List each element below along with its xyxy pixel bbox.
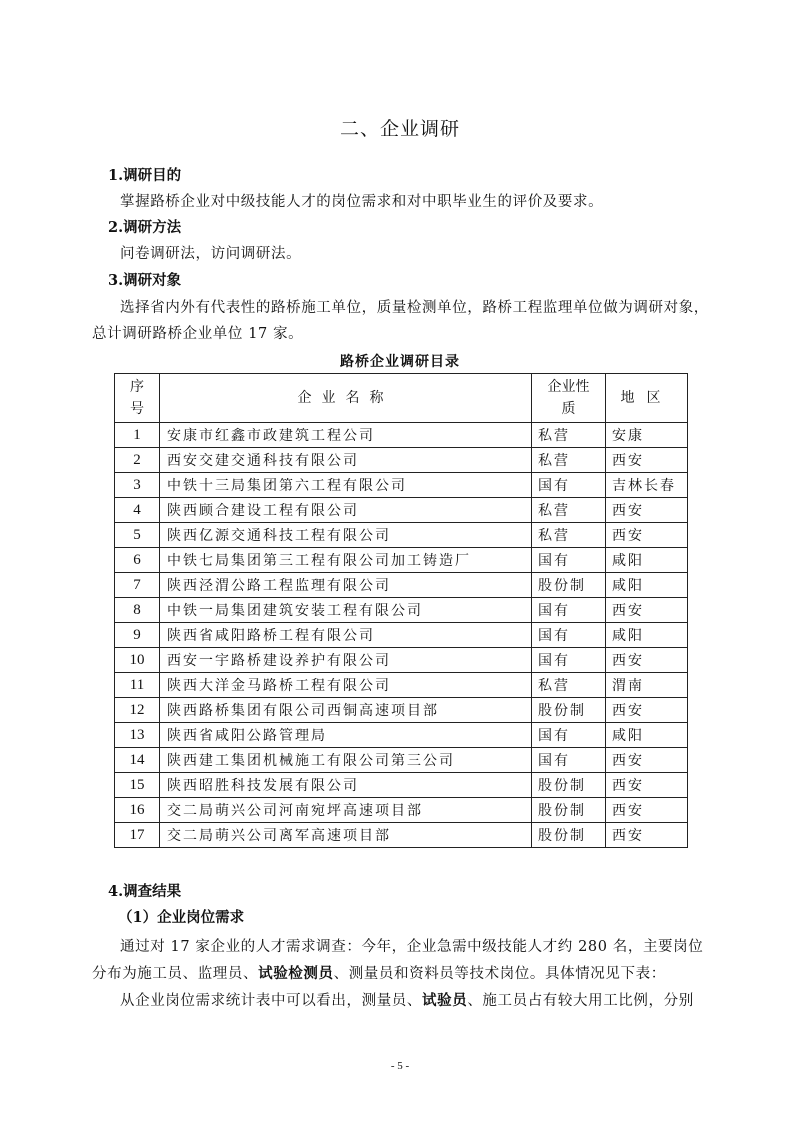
subjects-heading: 3.调研对象	[108, 272, 182, 289]
table-body	[115, 423, 688, 848]
results-subheading: （1）企业岗位需求	[118, 909, 245, 926]
enterprise-type: 私营	[532, 498, 606, 523]
enterprise-name: 陕西省咸阳公路管理局	[160, 723, 532, 748]
enterprise-name: 安康市红鑫市政建筑工程公司	[160, 423, 532, 448]
enterprise-name: 交二局萌兴公司河南宛坪高速项目部	[160, 798, 532, 823]
table-row	[115, 773, 688, 798]
enterprise-name: 西安交建交通科技有限公司	[160, 448, 532, 473]
enterprise-region: 西安	[606, 798, 688, 823]
enterprise-type: 私营	[532, 448, 606, 473]
table-row	[115, 723, 688, 748]
subjects-text-line2: 总计调研路桥企业单位 17 家。	[92, 326, 304, 342]
table-row	[115, 823, 688, 848]
enterprise-name: 陕西顾合建设工程有限公司	[160, 498, 532, 523]
enterprise-region: 西安	[606, 648, 688, 673]
table-row	[115, 648, 688, 673]
table-row	[115, 698, 688, 723]
row-number: 11	[115, 673, 160, 698]
enterprise-region: 渭南	[606, 673, 688, 698]
enterprise-type: 国有	[532, 723, 606, 748]
purpose-heading: 1.调研目的	[108, 167, 182, 184]
row-number: 4	[115, 498, 160, 523]
row-number: 7	[115, 573, 160, 598]
enterprise-name: 交二局萌兴公司离军高速项目部	[160, 823, 532, 848]
header-type-line2: 质	[561, 401, 576, 417]
para1-line2-part-b: 、测量员和资料员等技术岗位。具体情况见下表：	[333, 966, 666, 982]
enterprise-type: 股份制	[532, 798, 606, 823]
table-row	[115, 598, 688, 623]
enterprise-type: 股份制	[532, 823, 606, 848]
table-caption: 路桥企业调研目录	[340, 354, 460, 370]
enterprise-name: 陕西泾渭公路工程监理有限公司	[160, 573, 532, 598]
enterprise-name: 陕西昭胜科技发展有限公司	[160, 773, 532, 798]
header-type-line1: 企业性	[547, 379, 590, 395]
para1-line2-part-a: 分布为施工员、监理员、	[92, 966, 259, 982]
enterprise-name: 中铁七局集团第三工程有限公司加工铸造厂	[160, 548, 532, 573]
enterprise-type: 国有	[532, 473, 606, 498]
enterprise-region: 西安	[606, 773, 688, 798]
subjects-text-line1: 选择省内外有代表性的路桥施工单位，质量检测单位，路桥工程监理单位做为调研对象，	[120, 300, 709, 316]
enterprise-name: 陕西大洋金马路桥工程有限公司	[160, 673, 532, 698]
table-row	[115, 498, 688, 523]
enterprise-region: 西安	[606, 598, 688, 623]
table-row	[115, 548, 688, 573]
enterprise-region: 西安	[606, 823, 688, 848]
enterprise-type: 国有	[532, 648, 606, 673]
results-para1-line2	[92, 962, 666, 983]
enterprise-type: 私营	[532, 523, 606, 548]
header-index-line2: 号	[130, 401, 144, 417]
header-name: 企业名称	[160, 374, 532, 423]
enterprise-region: 西安	[606, 498, 688, 523]
table-header-row	[115, 374, 688, 423]
results-para2	[120, 989, 694, 1010]
method-heading: 2.调研方法	[108, 219, 182, 236]
enterprise-type: 国有	[532, 623, 606, 648]
row-number: 16	[115, 798, 160, 823]
enterprise-region: 西安	[606, 748, 688, 773]
table-row	[115, 573, 688, 598]
table-row	[115, 473, 688, 498]
enterprise-region: 吉林长春	[606, 473, 688, 498]
enterprise-name: 中铁十三局集团第六工程有限公司	[160, 473, 532, 498]
enterprise-region: 咸阳	[606, 623, 688, 648]
table-row	[115, 623, 688, 648]
table-row	[115, 673, 688, 698]
enterprise-name: 陕西省咸阳路桥工程有限公司	[160, 623, 532, 648]
enterprise-name: 陕西路桥集团有限公司西铜高速项目部	[160, 698, 532, 723]
enterprise-type: 国有	[532, 748, 606, 773]
enterprise-region: 西安	[606, 698, 688, 723]
enterprise-type: 国有	[532, 548, 606, 573]
enterprise-type: 国有	[532, 598, 606, 623]
para1-line2-bold: 试验检测员	[258, 965, 334, 982]
enterprise-table	[114, 373, 688, 848]
enterprise-name: 中铁一局集团建筑安装工程有限公司	[160, 598, 532, 623]
enterprise-type: 私营	[532, 423, 606, 448]
table-row	[115, 423, 688, 448]
row-number: 8	[115, 598, 160, 623]
header-region: 地区	[606, 374, 688, 423]
enterprise-name: 西安一宇路桥建设养护有限公司	[160, 648, 532, 673]
enterprise-region: 咸阳	[606, 723, 688, 748]
row-number: 1	[115, 423, 160, 448]
table-row	[115, 448, 688, 473]
row-number: 9	[115, 623, 160, 648]
enterprise-name: 陕西建工集团机械施工有限公司第三公司	[160, 748, 532, 773]
header-index	[115, 374, 160, 423]
enterprise-region: 西安	[606, 448, 688, 473]
row-number: 6	[115, 548, 160, 573]
header-index-line1: 序	[130, 379, 144, 395]
purpose-text: 掌握路桥企业对中级技能人才的岗位需求和对中职毕业生的评价及要求。	[120, 194, 604, 210]
row-number: 13	[115, 723, 160, 748]
para2-bold: 试验员	[422, 992, 468, 1009]
method-text: 问卷调研法，访问调研法。	[120, 246, 302, 262]
results-heading: 4.调查结果	[108, 883, 182, 900]
header-type	[532, 374, 606, 423]
table-row	[115, 523, 688, 548]
enterprise-region: 西安	[606, 523, 688, 548]
enterprise-region: 咸阳	[606, 573, 688, 598]
row-number: 17	[115, 823, 160, 848]
row-number: 12	[115, 698, 160, 723]
row-number: 15	[115, 773, 160, 798]
row-number: 2	[115, 448, 160, 473]
table-row	[115, 748, 688, 773]
row-number: 3	[115, 473, 160, 498]
row-number: 5	[115, 523, 160, 548]
results-para1-line1: 通过对 17 家企业的人才需求调查：今年，企业急需中级技能人才约 280 名，主要岗位	[120, 939, 704, 955]
enterprise-region: 咸阳	[606, 548, 688, 573]
enterprise-name: 陕西亿源交通科技工程有限公司	[160, 523, 532, 548]
para2-part-a: 从企业岗位需求统计表中可以看出，测量员、	[120, 993, 422, 1009]
row-number: 10	[115, 648, 160, 673]
section-title: 二、企业调研	[339, 118, 460, 140]
enterprise-type: 股份制	[532, 698, 606, 723]
row-number: 14	[115, 748, 160, 773]
enterprise-type: 股份制	[532, 773, 606, 798]
page-number: - 5 -	[390, 1060, 410, 1072]
enterprise-type: 私营	[532, 673, 606, 698]
enterprise-type: 股份制	[532, 573, 606, 598]
para2-part-b: 、施工员占有较大用工比例，分别	[467, 993, 694, 1009]
table-row	[115, 798, 688, 823]
enterprise-region: 安康	[606, 423, 688, 448]
